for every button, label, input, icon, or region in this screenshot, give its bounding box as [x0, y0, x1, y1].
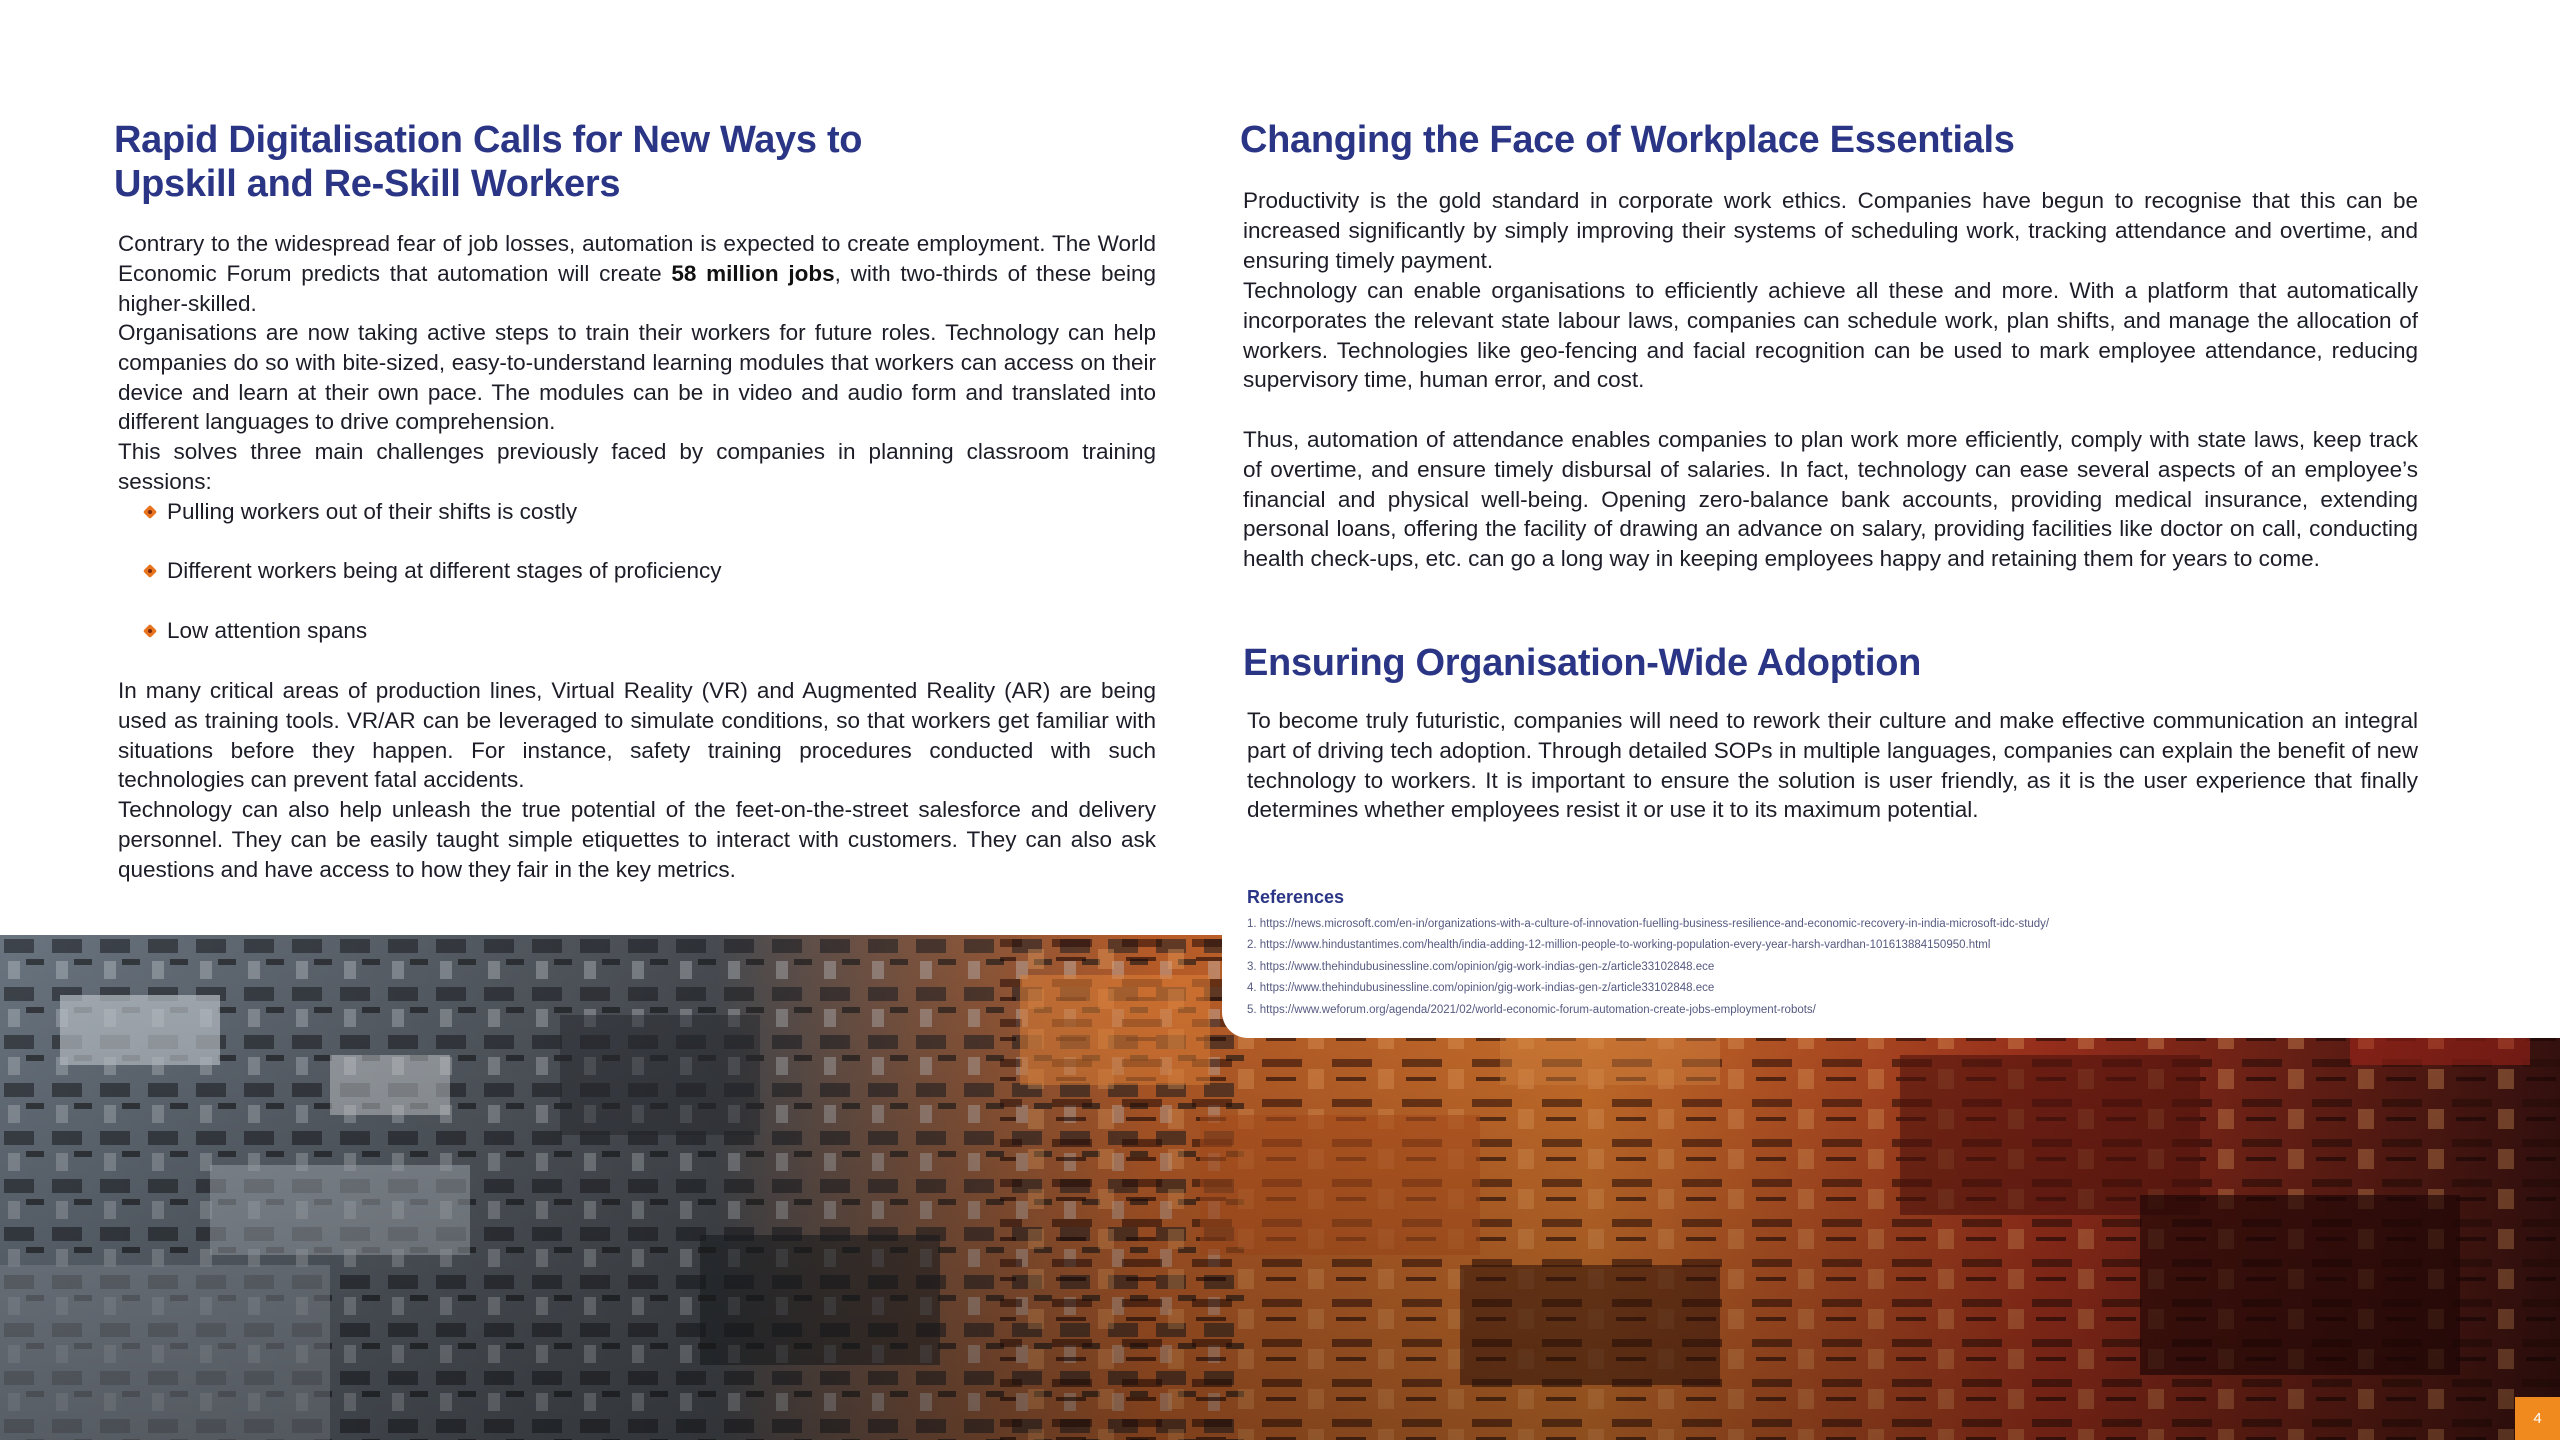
bullet-item — [143, 556, 721, 586]
bullet-text: Low attention spans — [167, 618, 368, 643]
reference-link[interactable]: 4. https://www.thehindubusinessline.com/opinion/gig-work-indias-gen-z/article33102848.ece — [1247, 982, 1715, 995]
paragraph-salesforce: Technology can also help unleash the true potential of the feet-on-the-street salesforce and delivery personnel. They can be easily taught simple etiquettes to interact with customers. They can also ask questions and have access to how they fair in the key metrics. — [118, 797, 1156, 882]
page-number-badge: 4 — [2515, 1397, 2560, 1440]
bullet-item — [143, 616, 367, 646]
paragraph-attendance: Thus, automation of attendance enables companies to plan work more efficiently, comply with state laws, keep track of overtime, and ensure timely disbursal of salaries. In fact, technology can ease several aspects of an employee’s financial and physical well-being. Opening zero-balance bank accounts, providing medical insurance, extending personal loans, offering the facility of drawing an advance on salary, providing facilities like doctor on call, conducting health check-ups, etc. can go a long way in keeping employees happy and retaining them for years to come. — [1243, 427, 2418, 572]
bullet-star-icon — [143, 505, 157, 519]
paragraph-training: Organisations are now taking active steps to train their workers for future roles. Technology can help companies do so with bite-sized, easy-to-understand learning modules that workers can access on their device and learn at their own pace. The modules can be in video and audio form and translated into different languages to drive comprehension. — [118, 320, 1156, 435]
reference-link[interactable]: 2. https://www.hindustantimes.com/health/india-adding-12-million-people-to-working-population-every-year-harsh-vardhan-101613884150950.html — [1247, 939, 1991, 952]
paragraph-productivity: Productivity is the gold standard in corporate work ethics. Companies have begun to recognise that this can be increased significantly by simply improving their systems of scheduling work, tracking attendance and overtime, and ensuring timely payment. — [1243, 188, 2418, 273]
paragraph-text: , with two-thirds of these being higher-skilled. — [118, 260, 1156, 316]
paragraph-automation-jobs — [118, 229, 1156, 318]
paragraph-adoption: To become truly futuristic, companies will need to rework their culture and make effective communication an integral part of driving tech adoption. Through detailed SOPs in multiple languages, companies can explain the benefit of new technology to workers. It is important to ensure the solution is user friendly, as it is the user experience that finally determines whether employees resist it or use it to its maximum potential. — [1247, 708, 2418, 823]
references-list — [1247, 914, 2049, 1021]
section-heading-adoption: Ensuring Organisation-Wide Adoption — [1243, 642, 1922, 684]
bullet-text: Pulling workers out of their shifts is costly — [167, 499, 578, 524]
heading-line-1: Rapid Digitalisation Calls for New Ways to — [114, 119, 863, 161]
highlight-jobs-figure: 58 million jobs — [671, 260, 835, 286]
bullet-star-icon — [143, 564, 157, 578]
bullet-star-icon — [143, 624, 157, 638]
section-heading-upskill — [114, 118, 1014, 206]
paragraph-vr-ar: In many critical areas of production lines, Virtual Reality (VR) and Augmented Reality (AR) are being used as training tools. VR/AR can be leveraged to simulate conditions, so that workers get familiar with situations before they happen. For instance, safety training procedures conducted with such technologies can prevent fatal accidents. — [118, 678, 1156, 793]
heading-line-2: Upskill and Re-Skill Workers — [114, 163, 621, 205]
bullet-text: Different workers being at different stages of proficiency — [167, 558, 722, 583]
references-title: References — [1247, 887, 1345, 907]
reference-link[interactable]: 1. https://news.microsoft.com/en-in/organizations-with-a-culture-of-innovation-fuelling-business-resilience-and-economic-recovery-in-india-microsoft-idc-study/ — [1247, 918, 2050, 930]
paragraph-text: Contrary to the widespread fear of job losses, automation is expected to create employment. The World Economic Forum predicts that automation will create — [118, 231, 1156, 286]
bullet-item — [143, 497, 577, 527]
paragraph-platform: Technology can enable organisations to efficiently achieve all these and more. With a platform that automatically incorporates the relevant state labour laws, companies can schedule work, plan shifts, and manage the allocation of workers. Technologies like geo-fencing and facial recognition can be used to mark employee attendance, reducing supervisory time, human error, and cost. — [1243, 278, 2418, 393]
section-heading-workplace: Changing the Face of Workplace Essentials — [1240, 119, 2015, 161]
paragraph-challenges: This solves three main challenges previously faced by companies in planning classroom training sessions: — [118, 439, 1156, 494]
reference-link[interactable]: 5. https://www.weforum.org/agenda/2021/02/world-economic-forum-automation-create-jobs-employment-robots/ — [1247, 1003, 1816, 1016]
reference-link[interactable]: 3. https://www.thehindubusinessline.com/opinion/gig-work-indias-gen-z/article33102848.ece — [1247, 960, 1715, 973]
